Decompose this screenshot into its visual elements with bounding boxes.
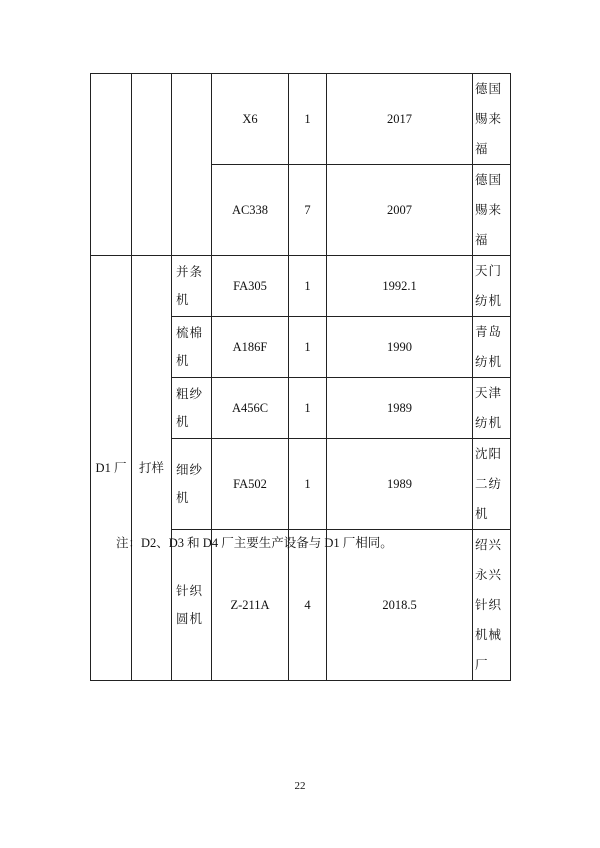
model-cell: A456C bbox=[212, 378, 289, 439]
manufacturer-cell: 沈阳二纺机 bbox=[473, 439, 511, 530]
qty-cell: 4 bbox=[289, 530, 327, 681]
year-cell: 1990 bbox=[327, 317, 473, 378]
page-number: 22 bbox=[294, 780, 306, 792]
year-cell: 1989 bbox=[327, 439, 473, 530]
year-cell: 2017 bbox=[327, 74, 473, 165]
qty-cell: 1 bbox=[289, 439, 327, 530]
model-cell: AC338 bbox=[212, 165, 289, 256]
table-row bbox=[91, 256, 511, 317]
equipment-name-cell: 并条机 bbox=[172, 256, 212, 317]
manufacturer-cell: 天门纺机 bbox=[473, 256, 511, 317]
plant-cell: D1 厂 bbox=[91, 256, 132, 681]
year-cell: 1992.1 bbox=[327, 256, 473, 317]
manufacturer-cell: 德国赐来福 bbox=[473, 74, 511, 165]
table-note: 注：D2、D3 和 D4 厂主要生产设备与 D1 厂相同。 bbox=[116, 536, 393, 550]
equipment-name-cell: 粗纱机 bbox=[172, 378, 212, 439]
manufacturer-cell: 青岛纺机 bbox=[473, 317, 511, 378]
manufacturer-cell: 德国赐来福 bbox=[473, 165, 511, 256]
year-cell: 2007 bbox=[327, 165, 473, 256]
plant-cell-continued bbox=[91, 74, 132, 256]
table-row bbox=[91, 74, 511, 165]
model-cell: FA305 bbox=[212, 256, 289, 317]
model-cell: A186F bbox=[212, 317, 289, 378]
equipment-name-cell: 梳棉机 bbox=[172, 317, 212, 378]
year-cell: 1989 bbox=[327, 378, 473, 439]
qty-cell: 1 bbox=[289, 74, 327, 165]
qty-cell: 1 bbox=[289, 317, 327, 378]
equipment-table bbox=[90, 73, 511, 681]
model-cell: X6 bbox=[212, 74, 289, 165]
process-cell: 打样 bbox=[132, 256, 172, 681]
name-cell-continued bbox=[172, 74, 212, 256]
equipment-name-cell: 针织圆机 bbox=[172, 530, 212, 681]
process-cell-continued bbox=[132, 74, 172, 256]
year-cell: 2018.5 bbox=[327, 530, 473, 681]
qty-cell: 1 bbox=[289, 378, 327, 439]
equipment-name-cell: 细纱机 bbox=[172, 439, 212, 530]
model-cell: Z-211A bbox=[212, 530, 289, 681]
model-cell: FA502 bbox=[212, 439, 289, 530]
manufacturer-cell: 绍兴永兴针织机械厂 bbox=[473, 530, 511, 681]
manufacturer-cell: 天津纺机 bbox=[473, 378, 511, 439]
qty-cell: 1 bbox=[289, 256, 327, 317]
qty-cell: 7 bbox=[289, 165, 327, 256]
